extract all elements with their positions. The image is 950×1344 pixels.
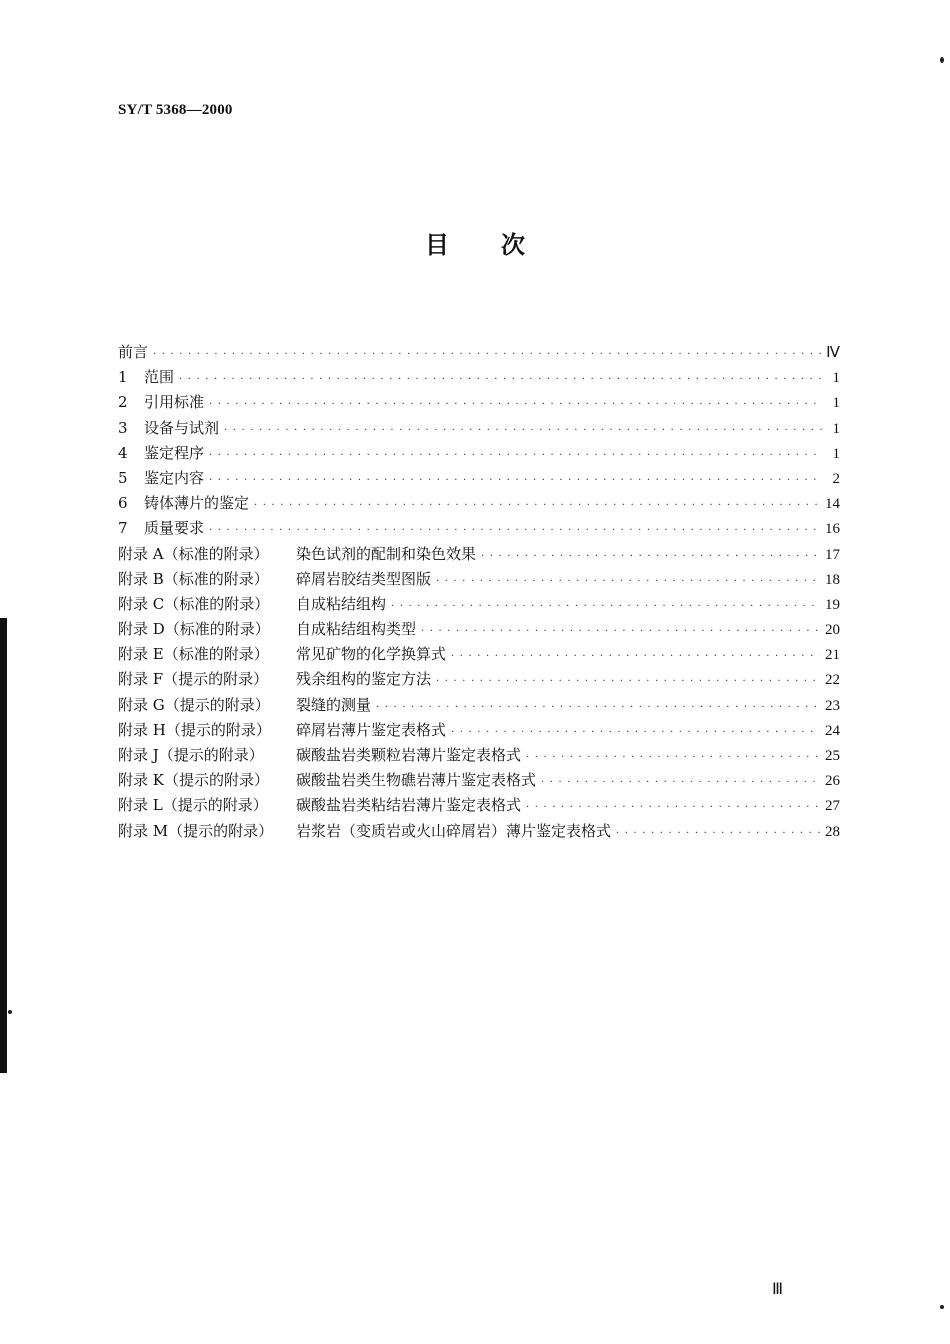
toc-leader-dots — [481, 544, 820, 569]
toc-entry[interactable] — [118, 718, 840, 743]
toc-leader-dots — [526, 745, 820, 770]
toc-appendix-id: 附录 J（提示的附录） — [118, 746, 264, 764]
toc-entry[interactable] — [118, 491, 840, 516]
toc-entry-title: 裂缝的测量 — [296, 695, 372, 714]
toc-leader-dots — [209, 518, 820, 543]
toc-leader-dots — [436, 669, 820, 694]
toc-entry[interactable] — [118, 693, 840, 718]
toc-appendix-id: 附录 A（标准的附录） — [118, 544, 269, 563]
toc-entry[interactable] — [118, 365, 840, 390]
toc-page-number: 18 — [825, 571, 840, 588]
toc-entry[interactable] — [118, 466, 840, 491]
toc-entry[interactable] — [118, 617, 840, 642]
toc-entry-title: 铸体薄片的鉴定 — [144, 494, 250, 513]
title-char-2: 次 — [501, 231, 525, 259]
toc-page-number: 2 — [832, 470, 840, 487]
toc-page-number: 27 — [825, 798, 840, 815]
toc-entry[interactable] — [118, 592, 840, 617]
toc-entry-title: 设备与试剂 — [144, 418, 220, 437]
scan-speck — [8, 1010, 12, 1014]
toc-page-number: 16 — [825, 521, 840, 538]
toc-entry[interactable] — [118, 819, 840, 844]
toc-page-number: 24 — [825, 722, 840, 739]
toc-entry[interactable] — [118, 567, 840, 592]
scan-edge-mark — [0, 618, 7, 1073]
toc-page-number: 22 — [825, 672, 840, 689]
toc-entry-title: 前言 — [118, 343, 149, 361]
toc-page-number: 1 — [832, 420, 840, 437]
toc-leader-dots — [254, 493, 820, 518]
toc-entry[interactable] — [118, 743, 840, 768]
page-number: Ⅲ — [772, 1281, 784, 1298]
toc-entry-title: 岩浆岩（变质岩或火山碎屑岩）薄片鉴定表格式 — [296, 821, 612, 840]
toc-entry[interactable] — [118, 441, 840, 466]
toc-appendix-id: 附录 E（标准的附录） — [118, 645, 269, 664]
toc-appendix-id: 附录 D（标准的附录） — [118, 620, 270, 639]
toc-entry[interactable] — [118, 768, 840, 793]
toc-entry-title: 自成粘结组构 — [296, 594, 387, 613]
toc-entry-title: 鉴定内容 — [144, 468, 205, 487]
toc-section-number: 7 — [118, 519, 128, 538]
toc-page-number: Ⅳ — [826, 345, 840, 361]
toc-page-number: 28 — [825, 823, 840, 840]
toc-page-number: 21 — [825, 647, 840, 664]
toc-page-number: 23 — [825, 697, 840, 714]
toc-leader-dots — [209, 443, 823, 468]
scan-speck — [940, 1305, 944, 1309]
toc-entry-title: 质量要求 — [144, 519, 205, 538]
toc-entry[interactable] — [118, 516, 840, 541]
standard-code: SY/T 5368—2000 — [118, 102, 233, 118]
toc-appendix-id: 附录 C（标准的附录） — [118, 594, 270, 613]
toc-page-number: 1 — [832, 395, 840, 412]
title-char-1: 目 — [425, 231, 449, 259]
toc-leader-dots — [209, 392, 823, 417]
toc-page-number: 1 — [832, 370, 840, 387]
toc-page-number: 20 — [825, 622, 840, 639]
toc-entry[interactable] — [118, 642, 840, 667]
toc-entry-title: 常见矿物的化学换算式 — [296, 645, 447, 664]
toc-leader-dots — [179, 367, 823, 392]
toc-entry-title: 范围 — [144, 368, 175, 387]
toc-leader-dots — [451, 720, 820, 745]
table-of-contents — [118, 340, 840, 844]
toc-entry-title: 碎屑岩薄片鉴定表格式 — [296, 720, 447, 739]
toc-entry-title: 碳酸盐岩类颗粒岩薄片鉴定表格式 — [296, 746, 522, 764]
toc-leader-dots — [421, 619, 820, 644]
toc-leader-dots — [436, 569, 820, 594]
toc-leader-dots — [224, 418, 823, 443]
toc-appendix-id: 附录 G（提示的附录） — [118, 695, 270, 714]
toc-section-number: 4 — [118, 443, 128, 462]
toc-entry-title: 残余组构的鉴定方法 — [296, 670, 432, 689]
toc-entry[interactable] — [118, 793, 840, 818]
toc-leader-dots — [376, 695, 820, 720]
toc-appendix-id: 附录 B（标准的附录） — [118, 569, 269, 588]
toc-page-number: 1 — [832, 445, 840, 462]
toc-appendix-id: 附录 H（提示的附录） — [118, 720, 271, 739]
toc-entry-title: 自成粘结组构类型 — [296, 620, 417, 639]
toc-section-number: 1 — [118, 368, 128, 387]
toc-appendix-id: 附录 M（提示的附录） — [118, 821, 274, 840]
toc-page-number: 14 — [825, 496, 840, 513]
toc-leader-dots — [616, 821, 820, 846]
toc-leader-dots — [541, 770, 820, 795]
toc-entry[interactable] — [118, 340, 840, 365]
toc-leader-dots — [153, 342, 821, 367]
toc-entry[interactable] — [118, 416, 840, 441]
page-title — [0, 225, 950, 260]
toc-section-number: 2 — [118, 393, 128, 412]
toc-page-number: 25 — [825, 748, 840, 764]
toc-section-number: 3 — [118, 418, 128, 437]
toc-entry-title: 碳酸盐岩类生物礁岩薄片鉴定表格式 — [296, 771, 537, 790]
toc-leader-dots — [451, 644, 820, 669]
toc-leader-dots — [526, 795, 820, 820]
toc-entry-title: 染色试剂的配制和染色效果 — [296, 544, 477, 563]
toc-appendix-id: 附录 L（提示的附录） — [118, 796, 268, 815]
toc-entry-title: 引用标准 — [144, 393, 205, 412]
toc-entry[interactable] — [118, 667, 840, 692]
toc-leader-dots — [391, 594, 820, 619]
toc-leader-dots — [209, 468, 823, 493]
toc-section-number: 5 — [118, 468, 128, 487]
scan-speck — [940, 57, 944, 63]
toc-page-number: 26 — [825, 773, 840, 790]
toc-entry[interactable] — [118, 390, 840, 415]
toc-entry-title: 碎屑岩胶结类型图版 — [296, 569, 432, 588]
toc-entry-title: 碳酸盐岩类粘结岩薄片鉴定表格式 — [296, 796, 522, 815]
toc-page-number: 17 — [825, 546, 840, 563]
toc-entry[interactable] — [118, 542, 840, 567]
toc-section-number: 6 — [118, 494, 128, 513]
toc-page-number: 19 — [825, 596, 840, 613]
toc-entry-title: 鉴定程序 — [144, 443, 205, 462]
toc-appendix-id: 附录 F（提示的附录） — [118, 670, 269, 689]
toc-appendix-id: 附录 K（提示的附录） — [118, 771, 269, 790]
